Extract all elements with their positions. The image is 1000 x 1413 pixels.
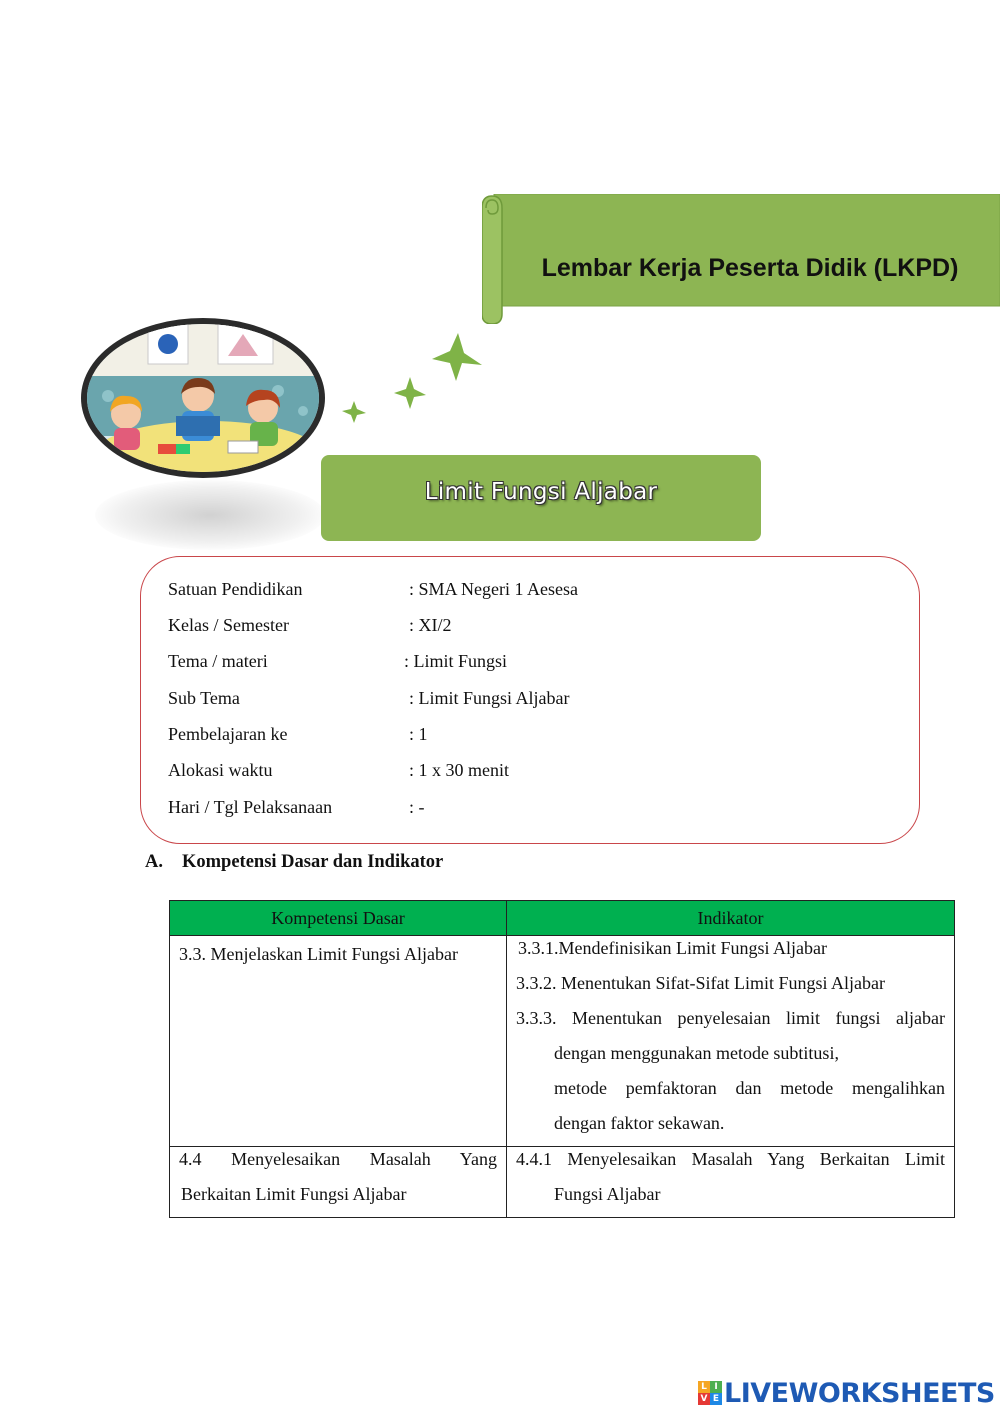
children-reading-illustration bbox=[78, 316, 328, 481]
badge-letter: E bbox=[710, 1393, 722, 1405]
badge-letter: V bbox=[698, 1393, 710, 1405]
info-label: Satuan Pendidikan bbox=[168, 579, 303, 599]
stars-decoration bbox=[330, 325, 490, 430]
topic-box bbox=[321, 455, 761, 541]
info-value: : XI/2 bbox=[409, 615, 452, 635]
indicator-line: dengan faktor sekawan. bbox=[554, 1113, 725, 1133]
indicator-line: metode pemfaktoran dan metode mengalihkan bbox=[554, 1078, 945, 1098]
indicator-line: 3.3.3. Menentukan penyelesaian limit fungsi aljabar bbox=[516, 1008, 945, 1028]
badge-letter: L bbox=[698, 1381, 710, 1393]
info-value: : 1 x 30 menit bbox=[409, 760, 509, 780]
liveworksheets-badge-icon bbox=[698, 1381, 722, 1405]
indicator-line: 4.4.1 Menyelesaikan Masalah Yang Berkaitan Limit bbox=[516, 1149, 945, 1169]
liveworksheets-logo-text: LIVEWORKSHEETS bbox=[724, 1377, 995, 1409]
info-value: : Limit Fungsi bbox=[404, 651, 508, 671]
kd-cell bbox=[170, 1147, 507, 1218]
info-value: : 1 bbox=[409, 724, 428, 744]
kd-text: 3.3. Menjelaskan Limit Fungsi Aljabar bbox=[179, 944, 458, 964]
kd-line: Berkaitan Limit Fungsi Aljabar bbox=[181, 1184, 407, 1204]
header-indikator: Indikator bbox=[507, 901, 955, 936]
banner-title: Lembar Kerja Peserta Didik (LKPD) bbox=[541, 254, 959, 282]
competency-table bbox=[169, 900, 955, 1218]
section-heading bbox=[145, 852, 443, 873]
info-label: Kelas / Semester bbox=[168, 615, 289, 635]
info-label: Hari / Tgl Pelaksanaan bbox=[168, 797, 333, 817]
info-value: : - bbox=[409, 797, 425, 817]
info-value: : SMA Negeri 1 Aesesa bbox=[409, 579, 578, 599]
section-number: A. bbox=[145, 852, 163, 872]
kd-line: 4.4 Menyelesaikan Masalah Yang bbox=[179, 1149, 497, 1169]
badge-letter: I bbox=[710, 1381, 722, 1393]
indicator-line: 3.3.2. Menentukan Sifat-Sifat Limit Fungsi Aljabar bbox=[516, 973, 885, 993]
table-row bbox=[170, 1147, 955, 1218]
info-value: : Limit Fungsi Aljabar bbox=[409, 688, 570, 708]
indicator-cell bbox=[507, 1147, 955, 1218]
indicator-line: dengan menggunakan metode subtitusi, bbox=[554, 1043, 839, 1063]
info-label: Alokasi waktu bbox=[168, 760, 273, 780]
info-label: Pembelajaran ke bbox=[168, 724, 288, 744]
indicator-line: 3.3.1.Mendefinisikan Limit Fungsi Aljabar bbox=[518, 938, 827, 958]
indicator-line: Fungsi Aljabar bbox=[554, 1184, 661, 1204]
identity-info-box bbox=[140, 556, 920, 844]
section-title: Kompetensi Dasar dan Indikator bbox=[182, 852, 444, 872]
liveworksheets-logo[interactable] bbox=[698, 1378, 995, 1408]
topic-title: Limit Fungsi Aljabar bbox=[424, 479, 658, 505]
indicator-cell bbox=[507, 936, 955, 1147]
info-label: Sub Tema bbox=[168, 688, 240, 708]
table-header-row bbox=[170, 901, 955, 936]
table-row bbox=[170, 936, 955, 1147]
info-label: Tema / materi bbox=[168, 651, 268, 671]
illustration-shadow bbox=[95, 480, 325, 550]
header-kompetensi-dasar: Kompetensi Dasar bbox=[170, 901, 507, 936]
kd-cell bbox=[170, 936, 507, 1147]
